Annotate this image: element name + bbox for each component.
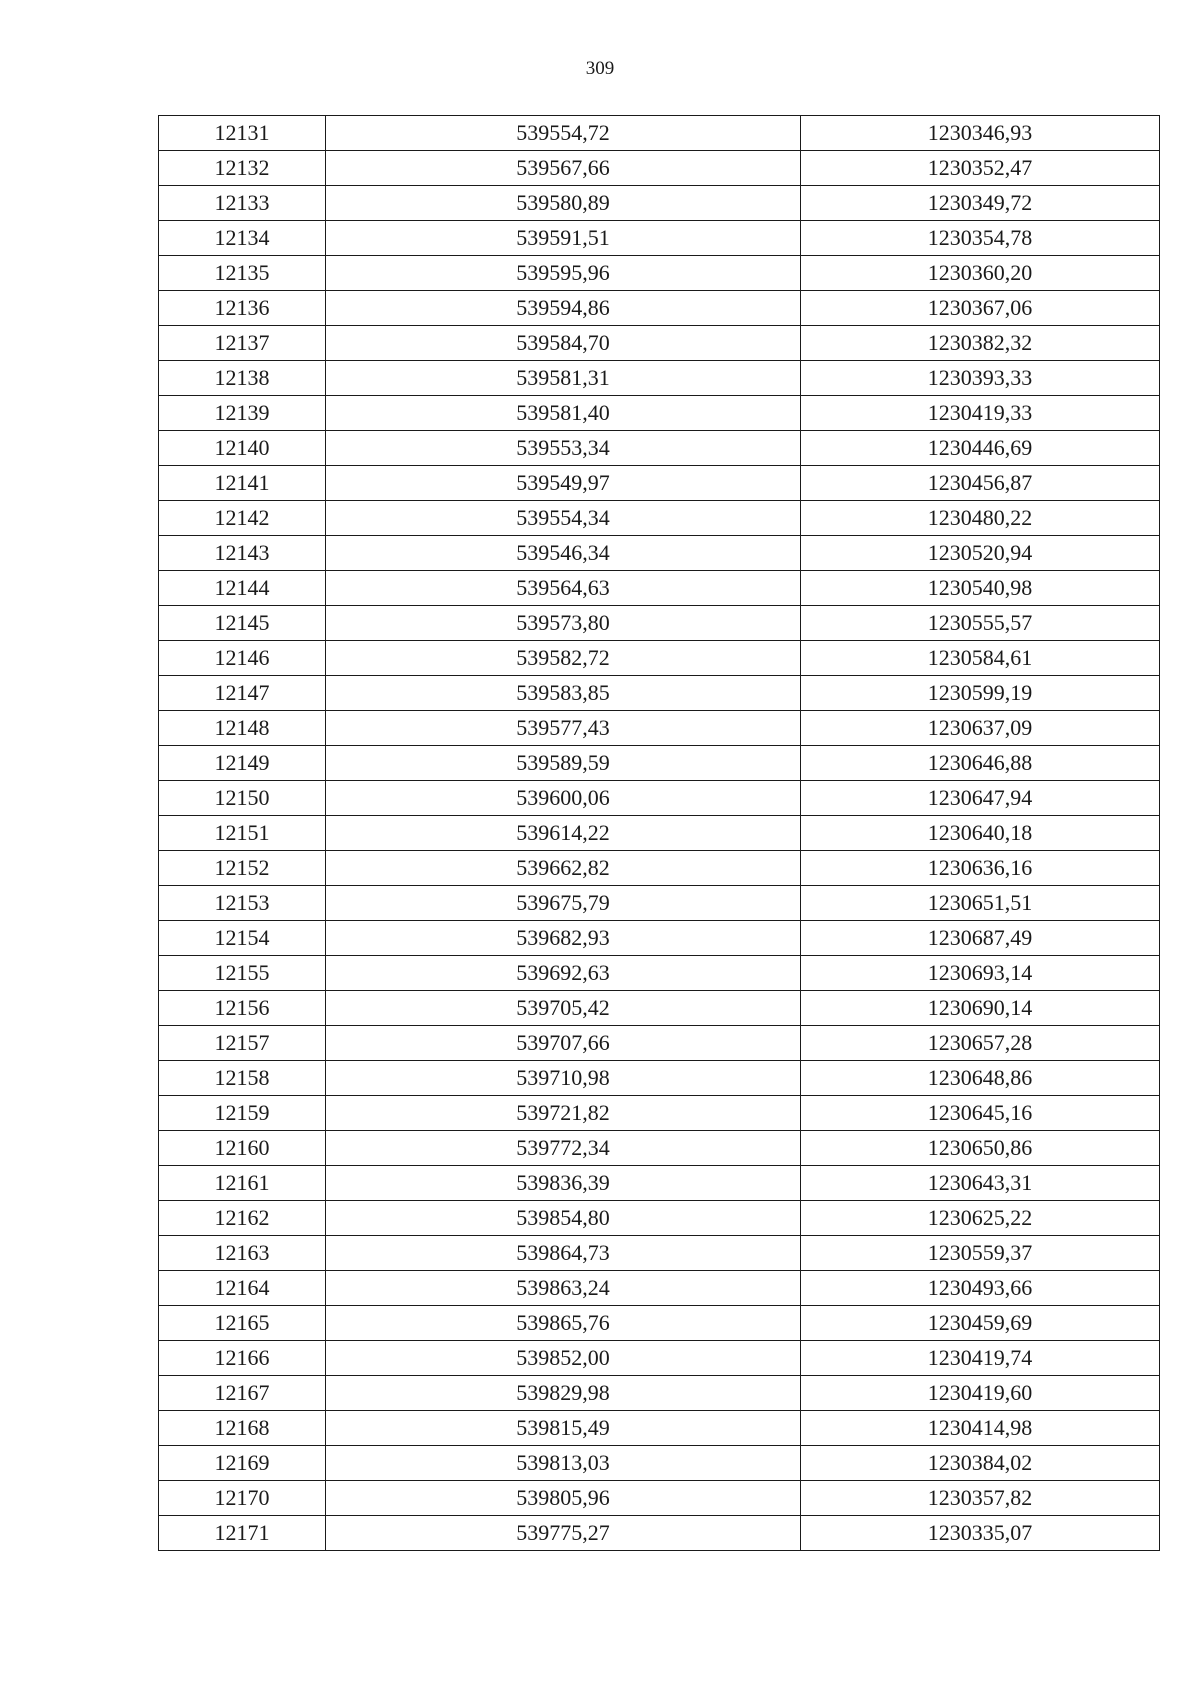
x-coordinate-cell: 539692,63 bbox=[326, 956, 801, 991]
x-coordinate-cell: 539581,31 bbox=[326, 361, 801, 396]
table-row bbox=[159, 186, 1160, 221]
point-number-cell: 12166 bbox=[159, 1341, 326, 1376]
y-coordinate-cell: 1230367,06 bbox=[801, 291, 1160, 326]
x-coordinate-cell: 539564,63 bbox=[326, 571, 801, 606]
table-row bbox=[159, 886, 1160, 921]
x-coordinate-cell: 539580,89 bbox=[326, 186, 801, 221]
point-number-cell: 12132 bbox=[159, 151, 326, 186]
x-coordinate-cell: 539852,00 bbox=[326, 1341, 801, 1376]
table-row bbox=[159, 571, 1160, 606]
point-number-cell: 12134 bbox=[159, 221, 326, 256]
table-row bbox=[159, 1341, 1160, 1376]
y-coordinate-cell: 1230540,98 bbox=[801, 571, 1160, 606]
table-row bbox=[159, 746, 1160, 781]
point-number-cell: 12152 bbox=[159, 851, 326, 886]
point-number-cell: 12146 bbox=[159, 641, 326, 676]
y-coordinate-cell: 1230647,94 bbox=[801, 781, 1160, 816]
x-coordinate-cell: 539813,03 bbox=[326, 1446, 801, 1481]
table-row bbox=[159, 1446, 1160, 1481]
x-coordinate-cell: 539829,98 bbox=[326, 1376, 801, 1411]
y-coordinate-cell: 1230384,02 bbox=[801, 1446, 1160, 1481]
point-number-cell: 12168 bbox=[159, 1411, 326, 1446]
y-coordinate-cell: 1230559,37 bbox=[801, 1236, 1160, 1271]
point-number-cell: 12155 bbox=[159, 956, 326, 991]
point-number-cell: 12159 bbox=[159, 1096, 326, 1131]
point-number-cell: 12150 bbox=[159, 781, 326, 816]
table-row bbox=[159, 1061, 1160, 1096]
y-coordinate-cell: 1230648,86 bbox=[801, 1061, 1160, 1096]
x-coordinate-cell: 539573,80 bbox=[326, 606, 801, 641]
x-coordinate-cell: 539675,79 bbox=[326, 886, 801, 921]
table-row bbox=[159, 1201, 1160, 1236]
y-coordinate-cell: 1230651,51 bbox=[801, 886, 1160, 921]
y-coordinate-cell: 1230690,14 bbox=[801, 991, 1160, 1026]
y-coordinate-cell: 1230459,69 bbox=[801, 1306, 1160, 1341]
y-coordinate-cell: 1230419,74 bbox=[801, 1341, 1160, 1376]
table-body bbox=[159, 116, 1160, 1551]
point-number-cell: 12136 bbox=[159, 291, 326, 326]
table-row bbox=[159, 1026, 1160, 1061]
y-coordinate-cell: 1230414,98 bbox=[801, 1411, 1160, 1446]
x-coordinate-cell: 539863,24 bbox=[326, 1271, 801, 1306]
point-number-cell: 12139 bbox=[159, 396, 326, 431]
table-row bbox=[159, 851, 1160, 886]
x-coordinate-cell: 539577,43 bbox=[326, 711, 801, 746]
x-coordinate-cell: 539854,80 bbox=[326, 1201, 801, 1236]
y-coordinate-cell: 1230352,47 bbox=[801, 151, 1160, 186]
y-coordinate-cell: 1230520,94 bbox=[801, 536, 1160, 571]
table-row bbox=[159, 1376, 1160, 1411]
table-row bbox=[159, 116, 1160, 151]
y-coordinate-cell: 1230360,20 bbox=[801, 256, 1160, 291]
point-number-cell: 12157 bbox=[159, 1026, 326, 1061]
point-number-cell: 12160 bbox=[159, 1131, 326, 1166]
table-row bbox=[159, 816, 1160, 851]
page-number: 309 bbox=[585, 58, 615, 79]
y-coordinate-cell: 1230419,33 bbox=[801, 396, 1160, 431]
table-row bbox=[159, 1481, 1160, 1516]
y-coordinate-cell: 1230640,18 bbox=[801, 816, 1160, 851]
point-number-cell: 12170 bbox=[159, 1481, 326, 1516]
table-row bbox=[159, 781, 1160, 816]
point-number-cell: 12149 bbox=[159, 746, 326, 781]
y-coordinate-cell: 1230446,69 bbox=[801, 431, 1160, 466]
table-row bbox=[159, 466, 1160, 501]
table-row bbox=[159, 676, 1160, 711]
table-row bbox=[159, 1166, 1160, 1201]
x-coordinate-cell: 539707,66 bbox=[326, 1026, 801, 1061]
point-number-cell: 12135 bbox=[159, 256, 326, 291]
point-number-cell: 12131 bbox=[159, 116, 326, 151]
table-row bbox=[159, 606, 1160, 641]
table-row bbox=[159, 1236, 1160, 1271]
x-coordinate-cell: 539710,98 bbox=[326, 1061, 801, 1096]
x-coordinate-cell: 539582,72 bbox=[326, 641, 801, 676]
table-row bbox=[159, 1516, 1160, 1551]
point-number-cell: 12165 bbox=[159, 1306, 326, 1341]
point-number-cell: 12133 bbox=[159, 186, 326, 221]
point-number-cell: 12144 bbox=[159, 571, 326, 606]
y-coordinate-cell: 1230456,87 bbox=[801, 466, 1160, 501]
point-number-cell: 12156 bbox=[159, 991, 326, 1026]
x-coordinate-cell: 539594,86 bbox=[326, 291, 801, 326]
point-number-cell: 12161 bbox=[159, 1166, 326, 1201]
x-coordinate-cell: 539549,97 bbox=[326, 466, 801, 501]
table-row bbox=[159, 921, 1160, 956]
table-row bbox=[159, 536, 1160, 571]
point-number-cell: 12153 bbox=[159, 886, 326, 921]
point-number-cell: 12142 bbox=[159, 501, 326, 536]
x-coordinate-cell: 539836,39 bbox=[326, 1166, 801, 1201]
point-number-cell: 12141 bbox=[159, 466, 326, 501]
point-number-cell: 12151 bbox=[159, 816, 326, 851]
x-coordinate-cell: 539581,40 bbox=[326, 396, 801, 431]
point-number-cell: 12138 bbox=[159, 361, 326, 396]
y-coordinate-cell: 1230493,66 bbox=[801, 1271, 1160, 1306]
table-row bbox=[159, 361, 1160, 396]
point-number-cell: 12167 bbox=[159, 1376, 326, 1411]
point-number-cell: 12171 bbox=[159, 1516, 326, 1551]
x-coordinate-cell: 539864,73 bbox=[326, 1236, 801, 1271]
y-coordinate-cell: 1230354,78 bbox=[801, 221, 1160, 256]
table-row bbox=[159, 221, 1160, 256]
x-coordinate-cell: 539815,49 bbox=[326, 1411, 801, 1446]
table-row bbox=[159, 291, 1160, 326]
point-number-cell: 12162 bbox=[159, 1201, 326, 1236]
y-coordinate-cell: 1230393,33 bbox=[801, 361, 1160, 396]
point-number-cell: 12147 bbox=[159, 676, 326, 711]
x-coordinate-cell: 539583,85 bbox=[326, 676, 801, 711]
point-number-cell: 12143 bbox=[159, 536, 326, 571]
x-coordinate-cell: 539865,76 bbox=[326, 1306, 801, 1341]
point-number-cell: 12148 bbox=[159, 711, 326, 746]
y-coordinate-cell: 1230349,72 bbox=[801, 186, 1160, 221]
y-coordinate-cell: 1230382,32 bbox=[801, 326, 1160, 361]
x-coordinate-cell: 539614,22 bbox=[326, 816, 801, 851]
table-row bbox=[159, 711, 1160, 746]
table-row bbox=[159, 1306, 1160, 1341]
y-coordinate-cell: 1230650,86 bbox=[801, 1131, 1160, 1166]
y-coordinate-cell: 1230646,88 bbox=[801, 746, 1160, 781]
table-row bbox=[159, 501, 1160, 536]
x-coordinate-cell: 539600,06 bbox=[326, 781, 801, 816]
y-coordinate-cell: 1230480,22 bbox=[801, 501, 1160, 536]
x-coordinate-cell: 539682,93 bbox=[326, 921, 801, 956]
x-coordinate-cell: 539554,34 bbox=[326, 501, 801, 536]
y-coordinate-cell: 1230637,09 bbox=[801, 711, 1160, 746]
x-coordinate-cell: 539591,51 bbox=[326, 221, 801, 256]
y-coordinate-cell: 1230419,60 bbox=[801, 1376, 1160, 1411]
x-coordinate-cell: 539721,82 bbox=[326, 1096, 801, 1131]
y-coordinate-cell: 1230555,57 bbox=[801, 606, 1160, 641]
point-number-cell: 12145 bbox=[159, 606, 326, 641]
y-coordinate-cell: 1230693,14 bbox=[801, 956, 1160, 991]
table-row bbox=[159, 641, 1160, 676]
x-coordinate-cell: 539705,42 bbox=[326, 991, 801, 1026]
x-coordinate-cell: 539775,27 bbox=[326, 1516, 801, 1551]
table-row bbox=[159, 256, 1160, 291]
y-coordinate-cell: 1230657,28 bbox=[801, 1026, 1160, 1061]
y-coordinate-cell: 1230636,16 bbox=[801, 851, 1160, 886]
point-number-cell: 12137 bbox=[159, 326, 326, 361]
table-row bbox=[159, 1131, 1160, 1166]
y-coordinate-cell: 1230625,22 bbox=[801, 1201, 1160, 1236]
table-row bbox=[159, 956, 1160, 991]
point-number-cell: 12164 bbox=[159, 1271, 326, 1306]
table-row bbox=[159, 1096, 1160, 1131]
x-coordinate-cell: 539546,34 bbox=[326, 536, 801, 571]
x-coordinate-cell: 539772,34 bbox=[326, 1131, 801, 1166]
x-coordinate-cell: 539595,96 bbox=[326, 256, 801, 291]
x-coordinate-cell: 539584,70 bbox=[326, 326, 801, 361]
x-coordinate-cell: 539554,72 bbox=[326, 116, 801, 151]
y-coordinate-cell: 1230687,49 bbox=[801, 921, 1160, 956]
y-coordinate-cell: 1230335,07 bbox=[801, 1516, 1160, 1551]
x-coordinate-cell: 539805,96 bbox=[326, 1481, 801, 1516]
x-coordinate-cell: 539662,82 bbox=[326, 851, 801, 886]
coordinates-table bbox=[158, 115, 1160, 1551]
point-number-cell: 12163 bbox=[159, 1236, 326, 1271]
x-coordinate-cell: 539567,66 bbox=[326, 151, 801, 186]
point-number-cell: 12140 bbox=[159, 431, 326, 466]
y-coordinate-cell: 1230584,61 bbox=[801, 641, 1160, 676]
point-number-cell: 12154 bbox=[159, 921, 326, 956]
x-coordinate-cell: 539553,34 bbox=[326, 431, 801, 466]
y-coordinate-cell: 1230645,16 bbox=[801, 1096, 1160, 1131]
y-coordinate-cell: 1230643,31 bbox=[801, 1166, 1160, 1201]
table-row bbox=[159, 151, 1160, 186]
table-row bbox=[159, 991, 1160, 1026]
point-number-cell: 12158 bbox=[159, 1061, 326, 1096]
table-row bbox=[159, 396, 1160, 431]
point-number-cell: 12169 bbox=[159, 1446, 326, 1481]
table-row bbox=[159, 1411, 1160, 1446]
y-coordinate-cell: 1230599,19 bbox=[801, 676, 1160, 711]
x-coordinate-cell: 539589,59 bbox=[326, 746, 801, 781]
table-row bbox=[159, 326, 1160, 361]
table-row bbox=[159, 431, 1160, 466]
y-coordinate-cell: 1230357,82 bbox=[801, 1481, 1160, 1516]
table-row bbox=[159, 1271, 1160, 1306]
y-coordinate-cell: 1230346,93 bbox=[801, 116, 1160, 151]
